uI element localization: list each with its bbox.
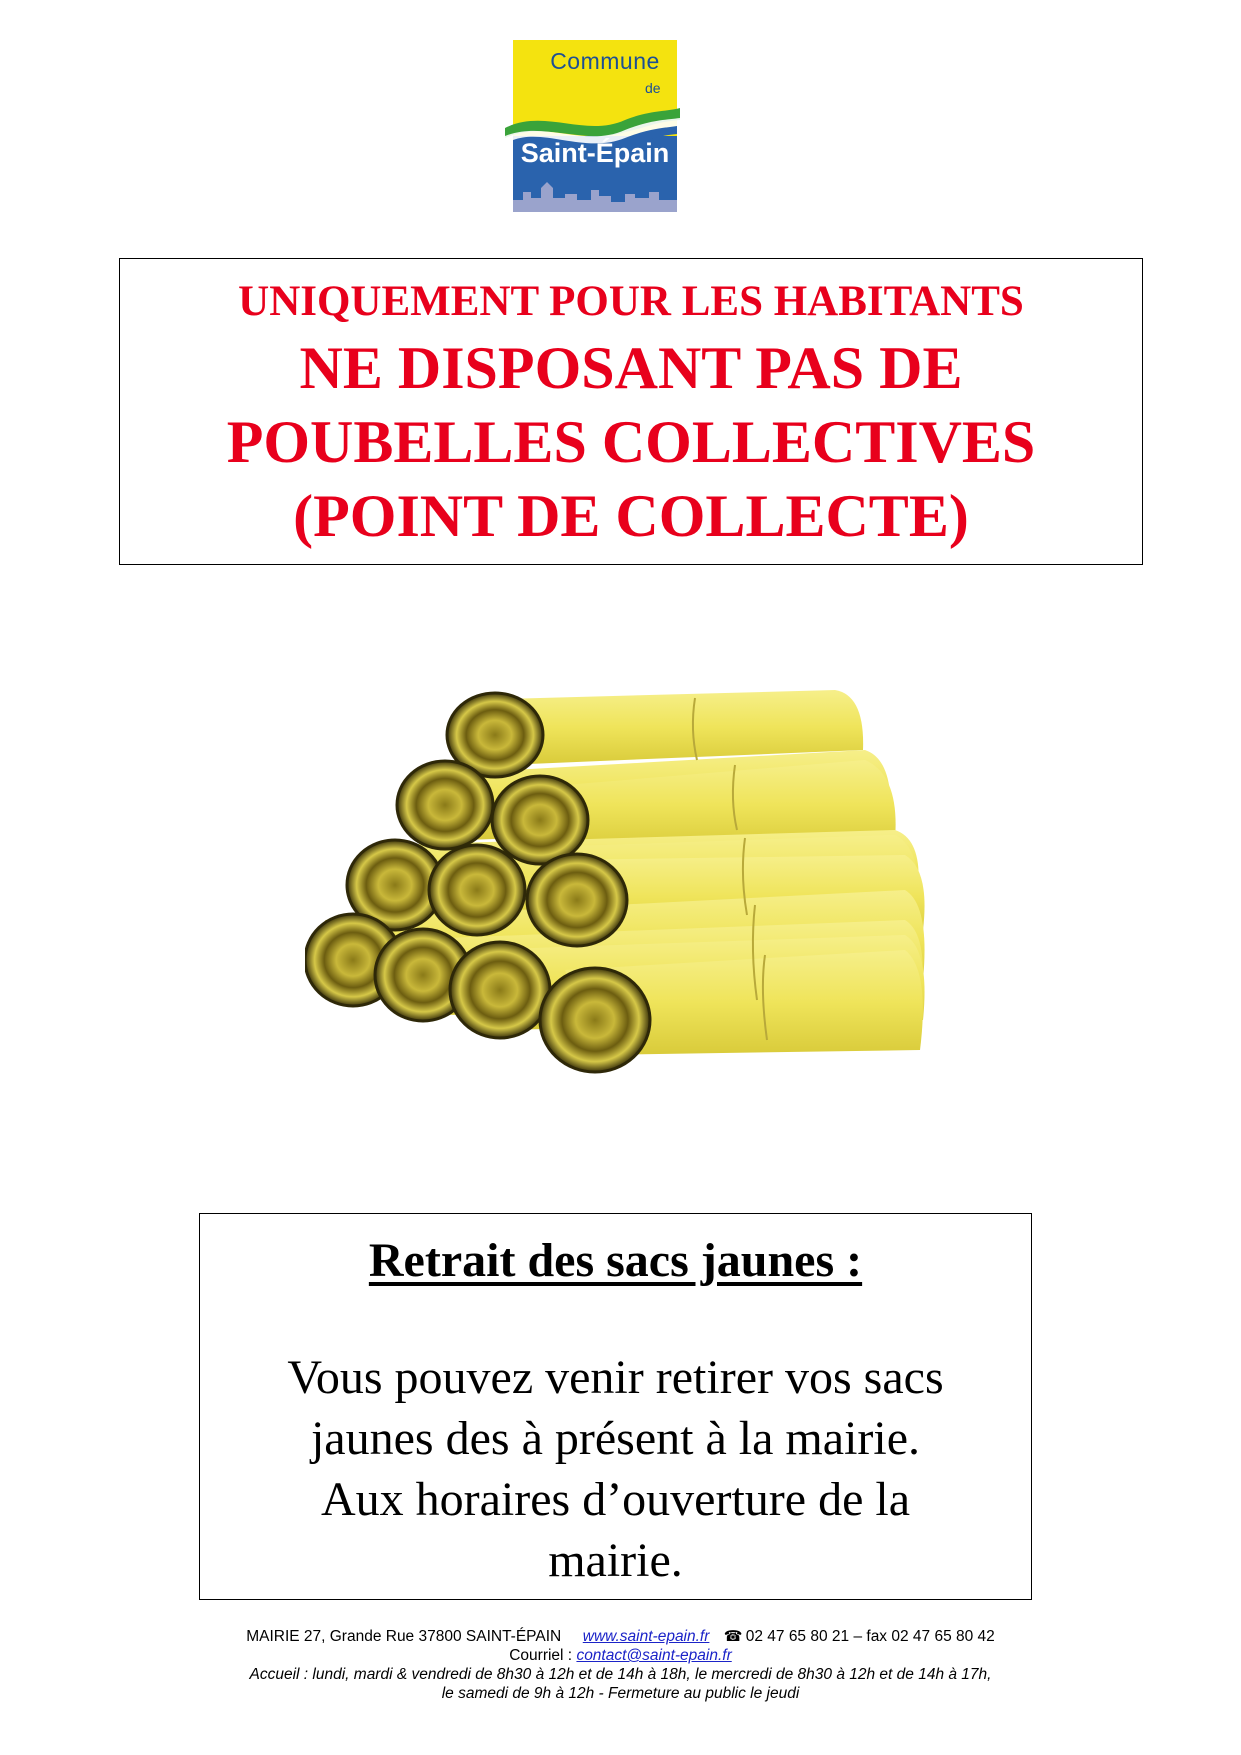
footer-line-1 — [0, 1627, 1241, 1646]
notice-line-1: UNIQUEMENT POUR LES HABITANTS — [238, 278, 1024, 325]
telephone-icon: ☎ — [723, 1628, 743, 1645]
yellow-bag-rolls-image — [305, 690, 925, 1185]
logo-de-text: de — [645, 80, 661, 96]
footer-contact — [0, 1627, 1241, 1703]
logo-commune-text: Commune — [550, 48, 660, 74]
collection-info-line-4: mairie. — [548, 1534, 683, 1587]
footer-hours-line-1: Accueil : lundi, mardi & vendredi de 8h30 à 12h et de 14h à 18h, le mercredi de 8h30 à 12h et de 14h à 17h, — [249, 1666, 992, 1683]
logo-town-icon — [513, 180, 677, 212]
notice-line-3: POUBELLES COLLECTIVES — [226, 409, 1036, 475]
footer-hours-line-2: le samedi de 9h à 12h - Fermeture au public le jeudi — [441, 1685, 800, 1702]
collection-info-title-text: Retrait des sacs jaunes : — [368, 1234, 863, 1287]
collection-info-line-3: Aux horaires d’ouverture de la — [320, 1473, 911, 1526]
notice-line-4: (POINT DE COLLECTE) — [293, 483, 969, 549]
logo-town-name: Saint-Épain — [520, 138, 670, 168]
footer-website-link[interactable]: www.saint-epain.fr — [582, 1628, 710, 1645]
notice-line-2: NE DISPOSANT PAS DE — [299, 335, 963, 401]
footer-email-link[interactable]: contact@saint-epain.fr — [576, 1647, 732, 1664]
commune-logo — [505, 40, 680, 212]
footer-email-label: Courriel : — [509, 1647, 573, 1664]
footer-phone: 02 47 65 80 21 – fax 02 47 65 80 42 — [745, 1628, 995, 1645]
collection-info-line-2: jaunes des à présent à la mairie. — [310, 1412, 921, 1465]
footer-address: MAIRIE 27, Grande Rue 37800 SAINT-ÉPAIN — [246, 1628, 562, 1645]
footer-line-2 — [0, 1646, 1241, 1665]
collection-info-line-1: Vous pouvez venir retirer vos sacs — [287, 1351, 944, 1404]
collection-info-body — [220, 1347, 1011, 1591]
eligibility-notice-box — [119, 258, 1143, 565]
collection-info-title — [200, 1232, 1031, 1290]
collection-info-box — [199, 1213, 1032, 1600]
